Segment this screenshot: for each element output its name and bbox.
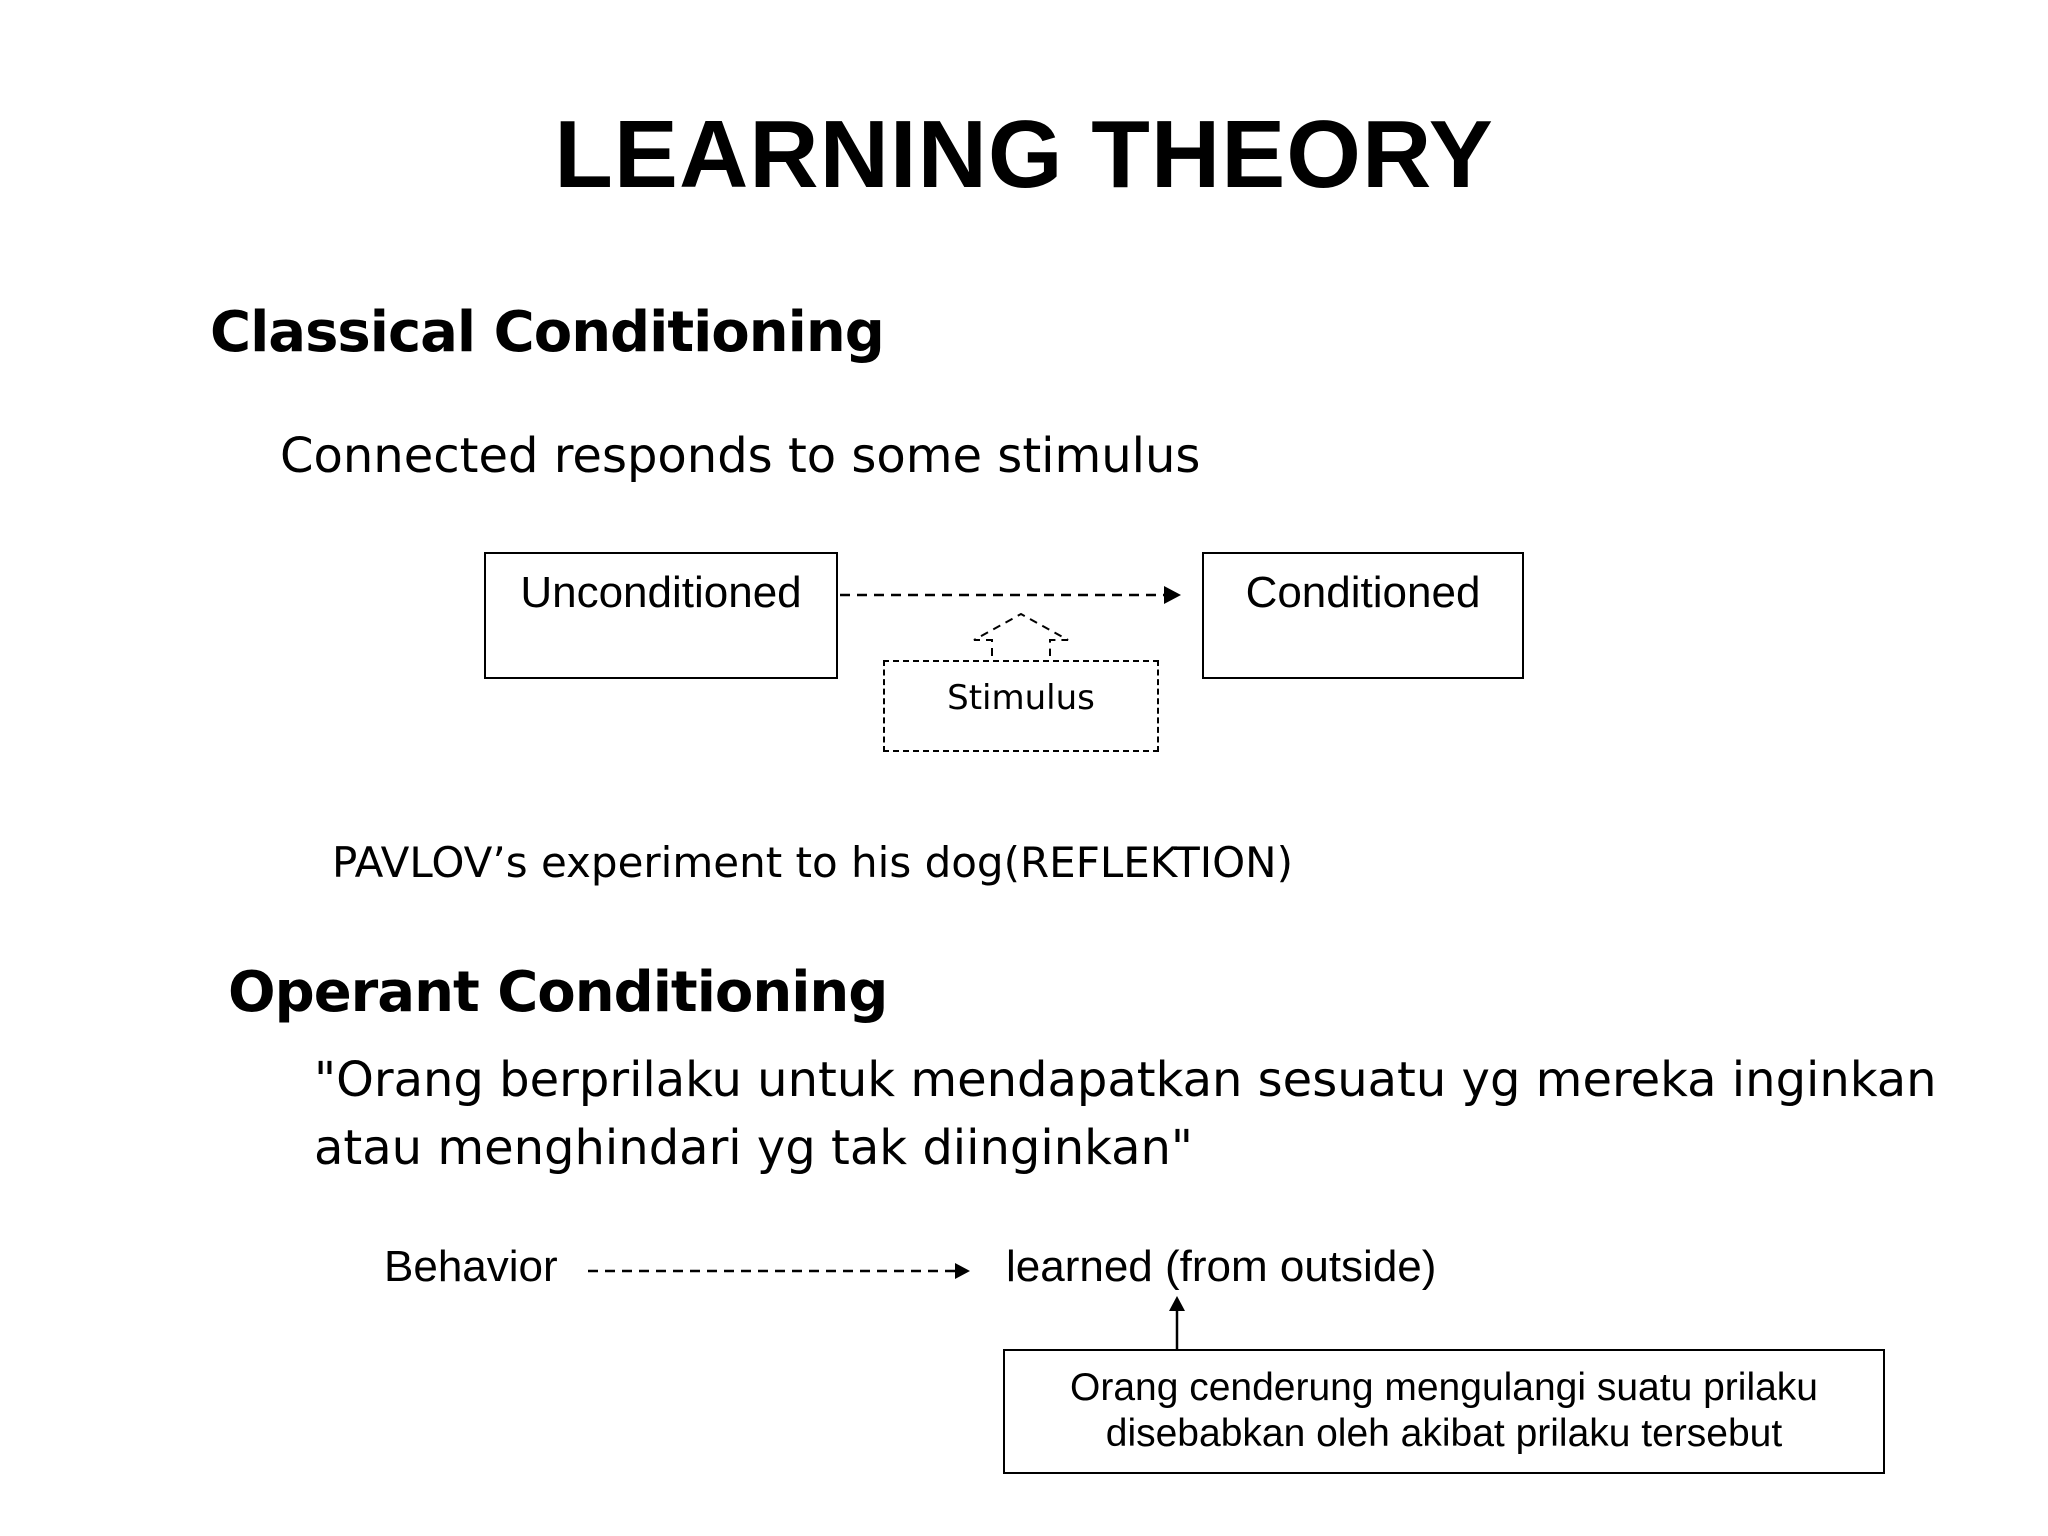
unconditioned-box bbox=[484, 552, 838, 679]
pavlov-example: PAVLOV’s experiment to his dog(REFLEKTION) bbox=[332, 838, 1293, 887]
classical-arrowhead bbox=[1164, 586, 1181, 604]
operant-note-line-1: Orang cenderung mengulangi suatu prilaku bbox=[1070, 1366, 1818, 1409]
operant-conditioning-heading: Operant Conditioning bbox=[228, 960, 888, 1025]
classical-conditioning-heading: Classical Conditioning bbox=[210, 300, 884, 365]
unconditioned-label: Unconditioned bbox=[520, 568, 802, 617]
stimulus-box bbox=[883, 660, 1159, 752]
conditioned-box bbox=[1202, 552, 1524, 679]
operant-note-box bbox=[1003, 1349, 1885, 1474]
operant-quote-line-2: atau menghindari yg tak diinginkan" bbox=[314, 1120, 1193, 1176]
conditioned-label: Conditioned bbox=[1245, 568, 1481, 617]
stimulus-up-arrow bbox=[974, 614, 1068, 656]
stimulus-label: Stimulus bbox=[947, 678, 1095, 718]
behavior-label: Behavior bbox=[384, 1242, 558, 1291]
operant-arrowhead bbox=[955, 1263, 970, 1279]
note-up-arrowhead bbox=[1169, 1296, 1185, 1311]
learned-label: learned (from outside) bbox=[1006, 1242, 1437, 1291]
classical-description: Connected responds to some stimulus bbox=[280, 428, 1201, 484]
operant-note-line-2: disebabkan oleh akibat prilaku tersebut bbox=[1105, 1412, 1783, 1455]
operant-quote-line-1: "Orang berprilaku untuk mendapatkan sesuatu yg mereka inginkan bbox=[314, 1052, 1937, 1108]
slide-title: LEARNING THEORY bbox=[554, 101, 1494, 208]
